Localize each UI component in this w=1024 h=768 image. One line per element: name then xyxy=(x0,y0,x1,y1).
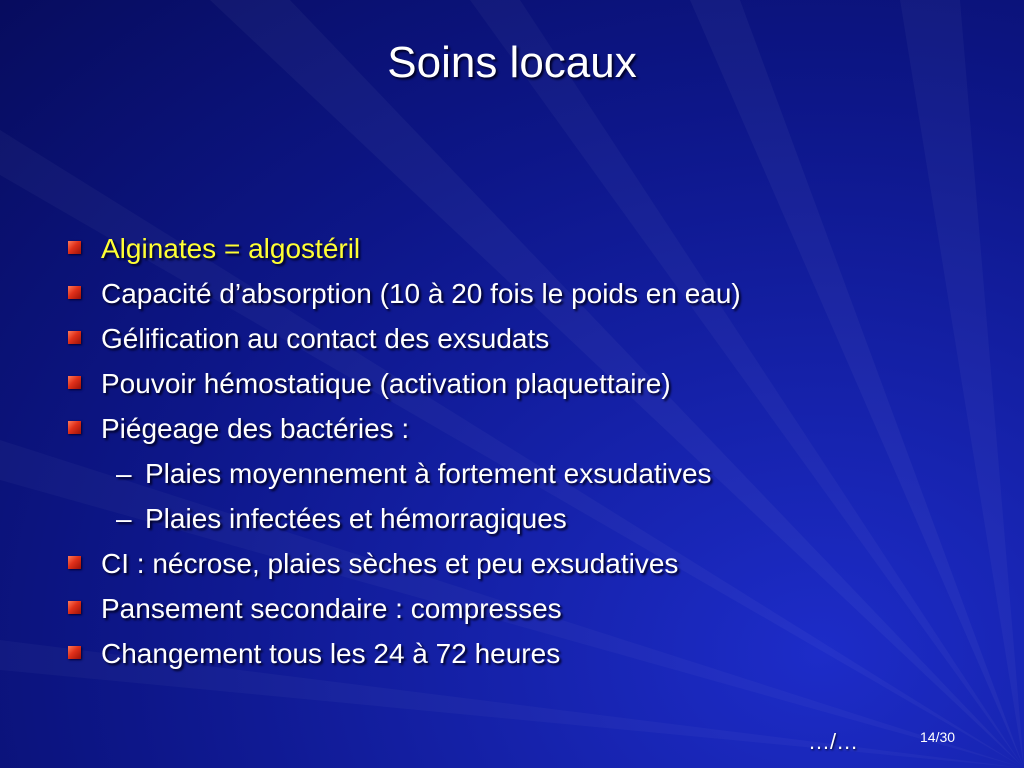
square-bullet-icon xyxy=(68,556,81,569)
dash-marker: – xyxy=(116,503,132,534)
square-bullet-icon xyxy=(68,601,81,614)
square-bullet-icon xyxy=(68,241,81,254)
page-number: 14/30 xyxy=(920,729,956,745)
bullet-text: Capacité d’absorption (10 à 20 fois le poids en eau) xyxy=(101,278,741,309)
sub-bullet-item xyxy=(68,496,968,541)
continuation-mark: …/… xyxy=(808,729,859,754)
bullet-list xyxy=(68,226,968,676)
bullet-item xyxy=(68,631,968,676)
square-bullet-icon xyxy=(68,331,81,344)
sub-bullet-item xyxy=(68,451,968,496)
bullet-item xyxy=(68,271,968,316)
bullet-item xyxy=(68,316,968,361)
dash-marker: – xyxy=(116,458,132,489)
square-bullet-icon xyxy=(68,646,81,659)
bullet-text: CI : nécrose, plaies sèches et peu exsudatives xyxy=(101,548,679,579)
bullet-item xyxy=(68,406,968,451)
square-bullet-icon xyxy=(68,376,81,389)
bullet-item xyxy=(68,361,968,406)
bullet-item xyxy=(68,541,968,586)
slide-title: Soins locaux xyxy=(387,38,637,87)
bullet-text: Plaies infectées et hémorragiques xyxy=(145,503,567,534)
bullet-text: Alginates = algostéril xyxy=(101,233,361,264)
bullet-text: Changement tous les 24 à 72 heures xyxy=(101,638,561,669)
bullet-text: Pansement secondaire : compresses xyxy=(101,593,562,624)
bullet-text: Piégeage des bactéries : xyxy=(101,413,410,444)
bullet-item xyxy=(68,226,968,271)
bullet-text: Gélification au contact des exsudats xyxy=(101,323,550,354)
bullet-text: Pouvoir hémostatique (activation plaquettaire) xyxy=(101,368,671,399)
square-bullet-icon xyxy=(68,286,81,299)
square-bullet-icon xyxy=(68,421,81,434)
bullet-text: Plaies moyennement à fortement exsudatives xyxy=(145,458,712,489)
bullet-item xyxy=(68,586,968,631)
